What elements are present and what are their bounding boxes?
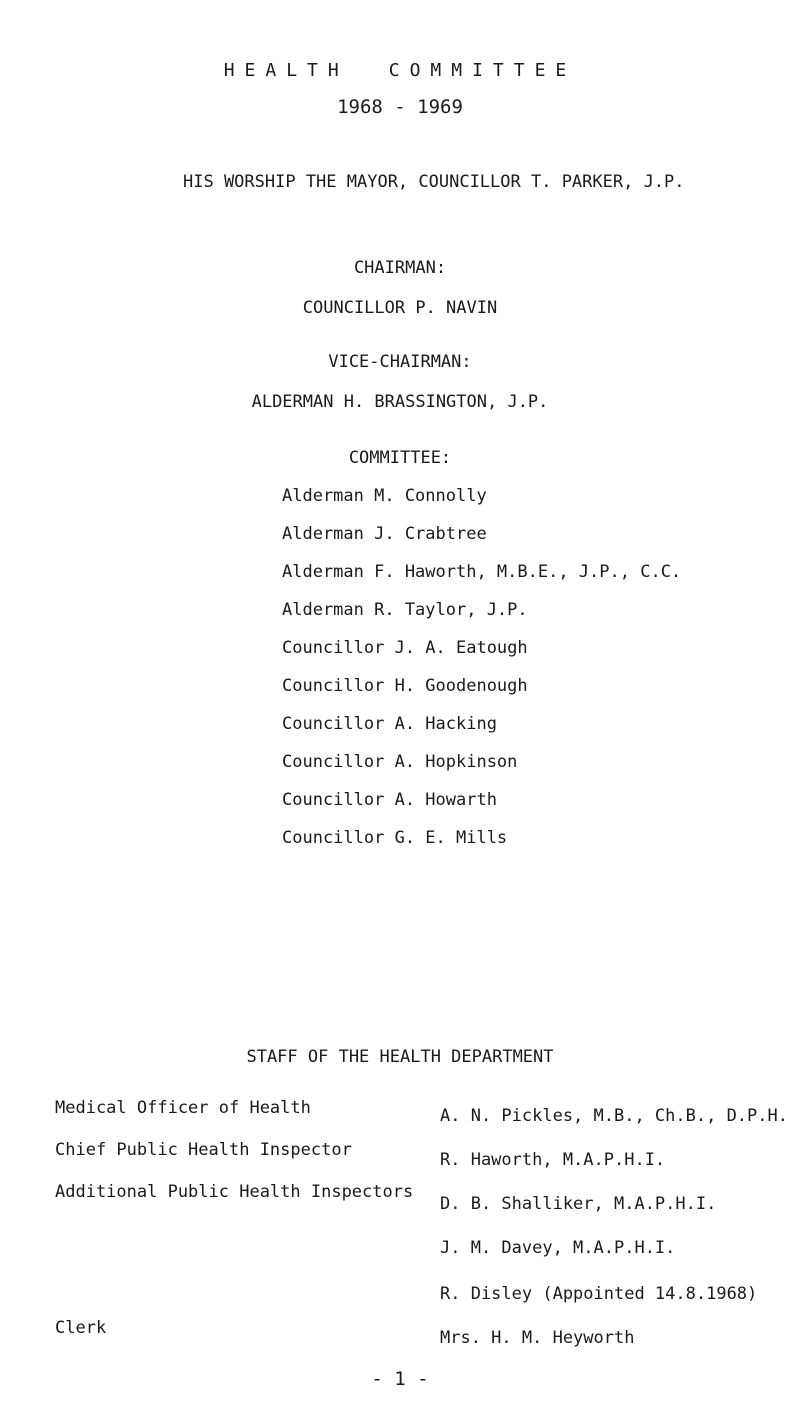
vice-chairman-heading: VICE-CHAIRMAN: (328, 352, 472, 372)
chairman-heading: CHAIRMAN: (353, 258, 447, 278)
list-item: Alderman M. Connolly (282, 486, 487, 506)
document-title (0, 60, 800, 81)
list-item: Councillor A. Hacking (282, 714, 497, 734)
list-item: Alderman J. Crabtree (282, 524, 487, 544)
list-item: Councillor J. A. Eatough (282, 638, 528, 658)
mayor-line: HIS WORSHIP THE MAYOR, COUNCILLOR T. PARKER, J.P. (183, 172, 685, 192)
list-item: Councillor H. Goodenough (282, 676, 528, 696)
title-word-committee: COMMITTEE (388, 60, 577, 81)
vice-chairman-name: ALDERMAN H. BRASSINGTON, J.P. (251, 392, 549, 412)
staff-name: D. B. Shalliker, M.A.P.H.I. (440, 1194, 717, 1214)
title-word-health: HEALTH (223, 60, 349, 81)
staff-name: Mrs. H. M. Heyworth (440, 1328, 635, 1348)
chairman-name: COUNCILLOR P. NAVIN (302, 298, 498, 318)
staff-role: Clerk (55, 1318, 107, 1338)
staff-name: R. Disley (Appointed 14.8.1968) (440, 1284, 758, 1304)
committee-heading: COMMITTEE: (348, 448, 452, 468)
list-item: Alderman F. Haworth, M.B.E., J.P., C.C. (282, 562, 682, 582)
staff-heading: STAFF OF THE HEALTH DEPARTMENT (246, 1047, 554, 1067)
list-item: Alderman R. Taylor, J.P. (282, 600, 528, 620)
staff-name: A. N. Pickles, M.B., Ch.B., D.P.H. (440, 1106, 788, 1126)
staff-name: R. Haworth, M.A.P.H.I. (440, 1150, 666, 1170)
staff-role: Chief Public Health Inspector (55, 1140, 352, 1160)
list-item: Councillor A. Hopkinson (282, 752, 518, 772)
list-item: Councillor G. E. Mills (282, 828, 508, 848)
document-years: 1968 - 1969 (337, 96, 463, 118)
page-number: - 1 - (371, 1368, 429, 1390)
staff-name: J. M. Davey, M.A.P.H.I. (440, 1238, 676, 1258)
staff-role: Additional Public Health Inspectors (55, 1182, 414, 1202)
staff-role: Medical Officer of Health (55, 1098, 311, 1118)
list-item: Councillor A. Howarth (282, 790, 497, 810)
